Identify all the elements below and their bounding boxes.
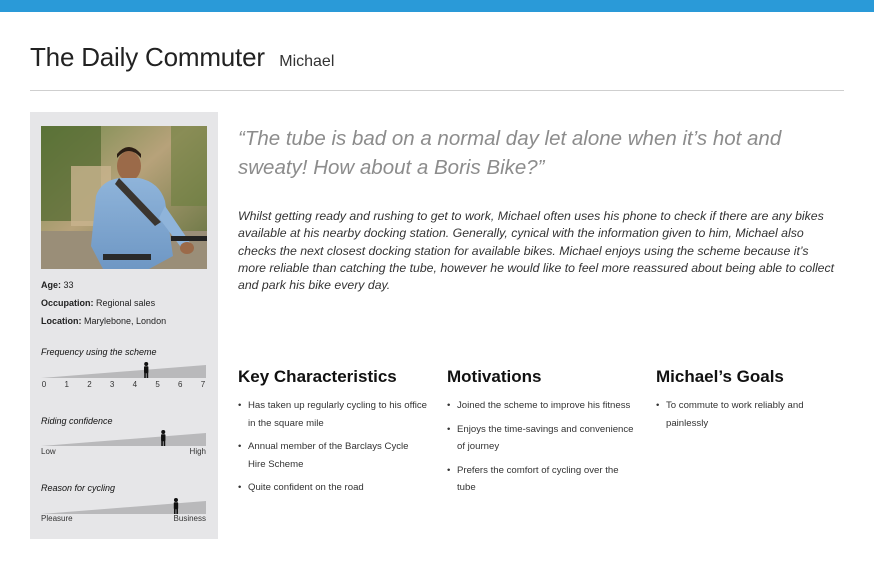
- frequency-tick-label: 6: [178, 380, 183, 389]
- key-characteristics-section: [238, 367, 428, 503]
- list-item: • Annual member of the Barclays Cycle Hire Scheme: [238, 438, 428, 473]
- page-header: [30, 42, 334, 73]
- frequency-scale-label: Frequency using the scheme: [41, 347, 157, 357]
- confidence-scale: [41, 430, 206, 446]
- frequency-scale: [41, 362, 206, 378]
- reason-min-label: Pleasure: [41, 514, 73, 523]
- goals-heading: Michael’s Goals: [656, 367, 784, 386]
- age-label: Age:: [41, 280, 61, 290]
- key-characteristics-heading: Key Characteristics: [238, 367, 397, 386]
- location-row: [41, 315, 166, 333]
- occupation-row: [41, 297, 166, 315]
- list-item: • Enjoys the time-savings and convenience of journey: [447, 421, 637, 456]
- frequency-tick-label: 7: [200, 380, 206, 389]
- frequency-tick-label: 4: [132, 380, 138, 389]
- frequency-tick-label: 1: [64, 380, 69, 389]
- frequency-tick-label: 5: [155, 380, 160, 389]
- persona-name: Michael: [279, 53, 335, 70]
- persona-quote: “The tube is bad on a normal day let alone when it’s hot and sweaty! How about a Boris Bike?”: [238, 127, 782, 179]
- frequency-tick-label: 2: [87, 380, 92, 389]
- occupation-label: Occupation:: [41, 298, 94, 308]
- key-characteristics-list: [238, 397, 428, 497]
- age-value: 33: [63, 280, 74, 290]
- page-title: The Daily Commuter: [30, 42, 265, 72]
- motivations-heading: Motivations: [447, 367, 542, 386]
- confidence-scale-label: Riding confidence: [41, 416, 113, 426]
- reason-scale-label: Reason for cycling: [41, 483, 116, 493]
- profile-sidebar: [30, 112, 218, 539]
- profile-facts: [41, 279, 166, 333]
- list-item: • Quite confident on the road: [238, 479, 428, 497]
- confidence-max-label: High: [189, 447, 206, 456]
- list-item: • Has taken up regularly cycling to his office in the square mile: [238, 397, 428, 432]
- confidence-min-label: Low: [41, 447, 56, 456]
- persona-bio: Whilst getting ready and rushing to get to work, Michael often uses his phone to check if there are any bikes available at his nearby docking station. Generally, cynical with the information given to him, Michael also checks the next closest docking station for available bikes. Michael enjoys using the scheme because it’s more reliable than catching the tube, however he would like to feel more reassured about being able to collect and park his bike every day.: [238, 209, 835, 293]
- location-label: Location:: [41, 316, 82, 326]
- frequency-tick-label: 0: [41, 380, 47, 389]
- frequency-tick-label: 3: [109, 380, 115, 389]
- motivations-list: [447, 397, 637, 497]
- location-value: Marylebone, London: [84, 316, 167, 326]
- goals-section: [656, 367, 846, 438]
- reason-scale: [41, 498, 206, 514]
- reason-max-label: Business: [173, 514, 206, 523]
- list-item: • Joined the scheme to improve his fitness: [447, 397, 637, 415]
- persona-photo: [41, 126, 207, 269]
- header-divider: [30, 90, 844, 91]
- list-item: • Prefers the comfort of cycling over the tube: [447, 462, 637, 497]
- list-item: • To commute to work reliably and painlessly: [656, 397, 846, 432]
- motivations-section: [447, 367, 637, 503]
- age-row: [41, 279, 166, 297]
- top-accent-bar: [0, 0, 874, 12]
- goals-list: [656, 397, 846, 432]
- occupation-value: Regional sales: [96, 298, 156, 308]
